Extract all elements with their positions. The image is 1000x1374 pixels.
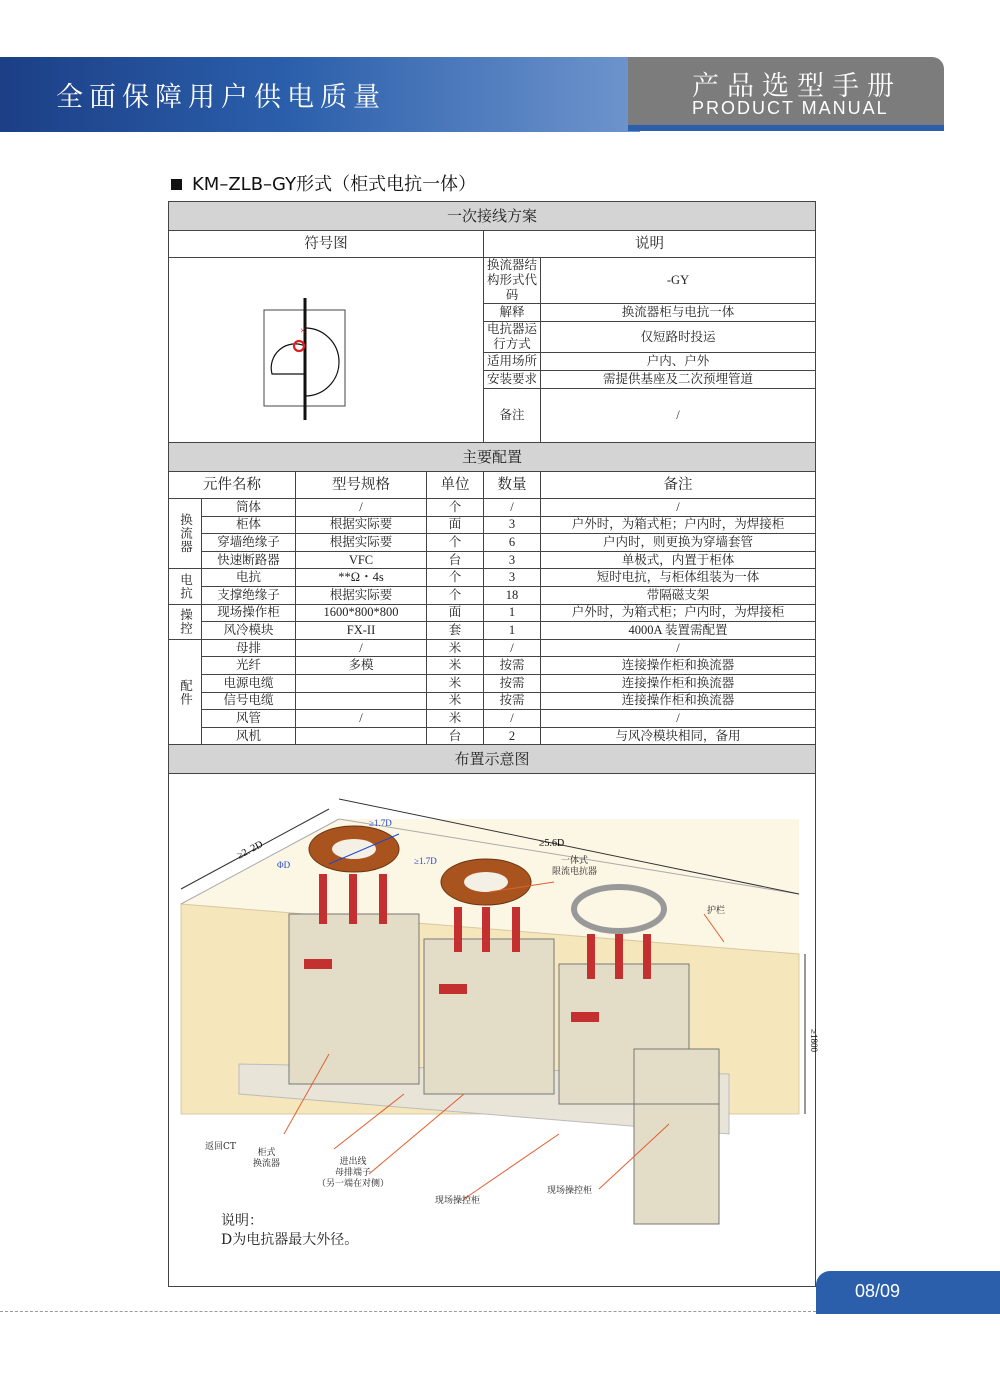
layout-diagram-cell [169, 774, 819, 1287]
config-unit: 台 [427, 551, 484, 569]
config-remark: 4000A 装置需配置 [541, 622, 816, 640]
config-component-name: 母排 [202, 639, 296, 657]
config-component-name: 风冷模块 [202, 622, 296, 640]
layout-notes [221, 1212, 358, 1250]
wiring-row-value: 换流器柜与电抗一体 [541, 304, 816, 322]
label-reactor: 一体式 限流电抗器 [552, 856, 598, 878]
config-header-name: 元件名称 [169, 472, 296, 499]
config-row [169, 710, 816, 728]
wiring-row-key: 解释 [484, 304, 541, 322]
config-row [169, 727, 816, 745]
config-quantity: 2 [484, 727, 541, 745]
config-unit: 个 [427, 569, 484, 587]
config-remark: 单极式，内置于柜体 [541, 551, 816, 569]
config-remark: 连接操作柜和换流器 [541, 674, 816, 692]
wiring-row-key: 电抗器运行方式 [484, 322, 541, 353]
config-unit: 个 [427, 586, 484, 604]
config-unit: 个 [427, 534, 484, 552]
config-category: 操控 [169, 604, 202, 639]
config-quantity: / [484, 639, 541, 657]
config-row [169, 499, 816, 517]
config-row [169, 692, 816, 710]
config-row [169, 551, 816, 569]
layout-diagram [169, 774, 819, 1286]
config-model-spec [296, 692, 427, 710]
config-model-spec: 1600*800*800 [296, 604, 427, 622]
section-title [171, 170, 476, 196]
dim-length: ≥5.6D [539, 838, 565, 850]
dim-width: ≥2. 2D [235, 839, 265, 862]
config-quantity: 18 [484, 586, 541, 604]
note-title: 说明： [221, 1213, 263, 1230]
config-component-name: 筒体 [202, 499, 296, 517]
config-header-remark: 备注 [541, 472, 816, 499]
footer-dash-line [0, 1311, 816, 1312]
config-quantity: 按需 [484, 657, 541, 675]
config-row [169, 657, 816, 675]
config-quantity: 6 [484, 534, 541, 552]
config-row [169, 534, 816, 552]
config-component-name: 信号电缆 [202, 692, 296, 710]
config-unit: 米 [427, 674, 484, 692]
config-quantity: 1 [484, 622, 541, 640]
config-unit: 米 [427, 639, 484, 657]
switch-mark-icon: × [300, 326, 306, 337]
manual-badge-bar [628, 125, 944, 131]
breaker-icon [294, 341, 304, 351]
wiring-row-value: 需提供基座及二次预埋管道 [541, 371, 816, 389]
label-ctrl-2: 现场操控柜 [547, 1186, 593, 1197]
config-quantity: 3 [484, 516, 541, 534]
config-unit: 套 [427, 622, 484, 640]
dim-gap-1: ≥1.7D [369, 818, 392, 829]
config-quantity: 3 [484, 569, 541, 587]
config-row [169, 622, 816, 640]
config-row [169, 639, 816, 657]
config-row [169, 516, 816, 534]
layout-drawing [169, 774, 819, 1286]
config-component-name: 电抗 [202, 569, 296, 587]
config-category: 换流器 [169, 499, 202, 569]
page-number: 08/09 [855, 1281, 901, 1301]
section-title-text: KM–ZLB–GY形式（柜式电抗一体） [192, 174, 477, 195]
config-unit: 个 [427, 499, 484, 517]
config-unit: 米 [427, 692, 484, 710]
config-model-spec: 根据实际要 [296, 534, 427, 552]
config-remark: 带隔磁支架 [541, 586, 816, 604]
wiring-row-key: 适用场所 [484, 353, 541, 371]
layout-title: 布置示意图 [169, 745, 816, 774]
config-remark: / [541, 710, 816, 728]
config-component-name: 风管 [202, 710, 296, 728]
config-category: 电抗 [169, 569, 202, 604]
config-remark: / [541, 499, 816, 517]
config-component-name: 快速断路器 [202, 551, 296, 569]
config-component-name: 风机 [202, 727, 296, 745]
wiring-row-key: 换流器结构形式代码 [484, 258, 541, 304]
config-model-spec: 多模 [296, 657, 427, 675]
config-component-name: 柜体 [202, 516, 296, 534]
symbol-diagram-svg [226, 278, 426, 418]
label-ctrl-1: 现场操控柜 [435, 1196, 481, 1207]
label-cabinet: 柜式 换流器 [253, 1148, 281, 1170]
config-category: 配件 [169, 639, 202, 745]
config-row [169, 586, 816, 604]
label-busbar: 进出线 母排端子 （另一端在对侧） [317, 1157, 390, 1190]
config-unit: 米 [427, 657, 484, 675]
config-model-spec [296, 727, 427, 745]
config-row [169, 604, 816, 622]
config-model-spec: / [296, 710, 427, 728]
bullet-square-icon [171, 179, 182, 190]
wiring-row-key: 安装要求 [484, 371, 541, 389]
config-quantity: 3 [484, 551, 541, 569]
config-quantity: 按需 [484, 674, 541, 692]
config-row [169, 674, 816, 692]
config-row [169, 569, 816, 587]
wiring-row-value: / [541, 389, 816, 443]
config-body [169, 499, 816, 745]
config-remark: 户外时，为箱式柜；户内时，为焊接柜 [541, 604, 816, 622]
config-component-name: 穿墙绝缘子 [202, 534, 296, 552]
config-quantity: 按需 [484, 692, 541, 710]
config-header-unit: 单位 [427, 472, 484, 499]
config-model-spec: **Ω・4s [296, 569, 427, 587]
config-remark: 短时电抗，与柜体组装为一体 [541, 569, 816, 587]
symbol-diagram [169, 258, 484, 443]
spec-table [168, 201, 819, 1287]
dim-gap-2: ≥1.7D [414, 856, 437, 867]
config-component-name: 支撑绝缘子 [202, 586, 296, 604]
config-unit: 面 [427, 516, 484, 534]
manual-title-cn: 产品选型手册 [692, 71, 902, 102]
config-remark: / [541, 639, 816, 657]
control-cabinet [634, 1049, 719, 1224]
config-unit: 台 [427, 727, 484, 745]
col-symbol: 符号图 [169, 231, 484, 258]
config-model-spec: 根据实际要 [296, 516, 427, 534]
symbol-inner-arc [271, 344, 305, 374]
config-model-spec: / [296, 499, 427, 517]
manual-title-en: PRODUCT MANUAL [692, 98, 889, 118]
config-remark: 连接操作柜和换流器 [541, 692, 816, 710]
config-unit: 面 [427, 604, 484, 622]
config-component-name: 电源电缆 [202, 674, 296, 692]
note-text: D为电抗器最大外径。 [221, 1232, 359, 1249]
config-remark: 连接操作柜和换流器 [541, 657, 816, 675]
config-unit: 米 [427, 710, 484, 728]
wiring-row-value: 户内、户外 [541, 353, 816, 371]
config-quantity: 1 [484, 604, 541, 622]
config-quantity: / [484, 499, 541, 517]
config-model-spec: 根据实际要 [296, 586, 427, 604]
config-component-name: 现场操作柜 [202, 604, 296, 622]
config-remark: 户内时，则更换为穿墙套管 [541, 534, 816, 552]
col-desc: 说明 [484, 231, 816, 258]
label-fence: 护栏 [707, 906, 726, 917]
config-quantity: / [484, 710, 541, 728]
wiring-row-key: 备注 [484, 389, 541, 443]
config-model-spec: FX-II [296, 622, 427, 640]
config-title: 主要配置 [169, 443, 816, 472]
dim-height: ≥1800 [809, 1029, 819, 1053]
config-model-spec: VFC [296, 551, 427, 569]
page-number-tab [816, 1271, 1000, 1314]
wiring-row-value: 仅短路时投运 [541, 322, 816, 353]
wiring-row-value: -GY [541, 258, 816, 304]
config-model-spec: / [296, 639, 427, 657]
config-header-model: 型号规格 [296, 472, 427, 499]
wiring-title: 一次接线方案 [169, 202, 816, 231]
label-return-ct: 返回CT [205, 1142, 236, 1153]
config-remark: 与风冷模块相同，备用 [541, 727, 816, 745]
config-header-qty: 数量 [484, 472, 541, 499]
slogan: 全面保障用户供电质量 [56, 82, 386, 113]
config-component-name: 光纤 [202, 657, 296, 675]
leader-ctrl-1 [464, 1134, 559, 1199]
symbol-arc [305, 328, 339, 396]
dim-diameter: ΦD [277, 860, 291, 871]
config-remark: 户外时，为箱式柜；户内时，为焊接柜 [541, 516, 816, 534]
config-model-spec [296, 674, 427, 692]
